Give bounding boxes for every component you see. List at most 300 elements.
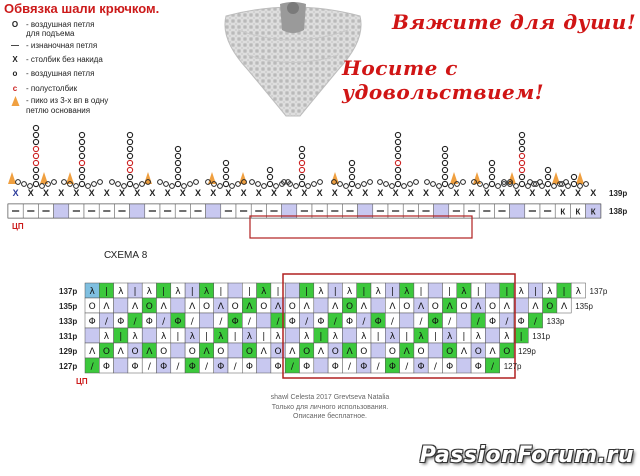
stitch-symbol: | [448,287,452,297]
stitch-symbol: Φ [288,317,296,327]
chain-mark [127,139,132,144]
legend-text: - воздушная петля [26,20,95,29]
stitch-symbol: | [133,287,137,297]
stitch-symbol: | [562,287,566,297]
stitch-symbol: / [233,362,237,372]
stitch-symbol: | [519,332,523,342]
chain-mark [33,146,38,151]
chain-mark [256,182,261,187]
row-label: 135р [575,302,593,311]
stitch-symbol: Λ [89,347,96,357]
chain-mark [528,180,533,185]
sc-mark: X [270,188,278,198]
chain-mark [223,160,228,165]
chain-mark [408,182,413,187]
chain-mark [127,146,132,151]
schema-cell [171,298,185,313]
stitch-symbol: λ [261,287,267,297]
stitch-symbol: O [260,302,268,312]
chain-mark [519,167,524,172]
sc-mark: X [194,188,202,198]
stitch-symbol: Φ [331,362,339,372]
sc-mark: X [134,188,141,198]
stitch-symbol: Φ [160,362,168,372]
stitch-symbol: O [417,347,425,357]
stitch-symbol: Φ [174,317,182,327]
chain-mark [299,181,304,186]
chain-mark [312,182,317,187]
credit-usage: Только для личного использования. [271,404,389,411]
legend-text: - пико из 3-х вп в одну [26,96,109,106]
chain-mark [33,181,38,186]
stitch-symbol: O [102,347,110,357]
chain-mark [489,181,494,186]
chain-mark [306,184,311,189]
legend-text: - воздушная петля [26,69,95,78]
chain-mark [33,160,38,165]
stitch-symbol: / [419,317,423,327]
sc-mark: X [362,188,369,198]
picot-mark [576,172,584,184]
chain-mark [299,160,304,165]
chain-mark [442,174,447,179]
row-label: 131р [59,332,78,341]
chain-mark [442,153,447,158]
chain-mark [461,180,466,185]
sc-mark: X [316,188,323,198]
stitch-symbol: λ [575,287,582,297]
chain-mark [194,180,199,185]
schema-cell [142,328,156,343]
stitch-symbol: Λ [489,347,496,357]
schema-cell [199,313,213,328]
sc-mark: X [149,188,156,198]
chain-mark [262,184,267,189]
chain-mark [267,181,272,186]
stitch-symbol: / [247,317,251,327]
stitch-symbol: Φ [231,317,239,327]
stitch-symbol: Λ [360,302,367,312]
stitch-symbol: λ [475,332,481,342]
legend-text: петлю основания [26,106,91,115]
stitch-symbol: / [305,317,309,327]
schema-cell [228,343,242,358]
chain-mark [519,174,524,179]
stitch-symbol: O [388,347,396,357]
chain-mark [368,180,373,185]
stitch-symbol: Φ [188,362,196,372]
stitch-symbol: λ [203,287,210,297]
legend-text: - изнаночная петля [26,41,98,50]
picot-mark [8,172,16,184]
stitch-symbol: / [533,317,537,327]
stitch-symbol: | [419,287,423,297]
chain-mark [294,184,299,189]
stitch-symbol: / [491,362,495,372]
chain-mark [158,180,163,185]
chain-mark [33,167,38,172]
stitch-symbol: Φ [317,317,325,327]
stitch-symbol: λ [118,287,124,297]
stitch-symbol: Λ [260,347,267,357]
chain-mark [378,180,383,185]
chain-mark [223,174,228,179]
stitch-symbol: λ [404,287,410,297]
stitch-symbol: λ [332,332,338,342]
legend-item-purl [4,41,97,50]
chain-mark [267,167,272,172]
sc-mark: X [331,188,338,198]
chain-mark [395,167,400,172]
stitch-symbol: Λ [203,347,210,357]
stitch-symbol: Φ [489,317,497,327]
chain-mark [170,184,175,189]
sc-mark: X [498,188,506,198]
stitch-symbol: O [188,347,196,357]
schema-cell [371,298,385,313]
chain-mark [425,180,430,185]
stitch-symbol: O [346,302,354,312]
sc-mark: X [346,188,354,198]
edging-stitches [8,125,596,198]
stitch-symbol: | [104,287,108,297]
chain-mark [519,146,524,151]
stitch-symbol: | [333,287,337,297]
row-label: 127р [503,362,522,371]
stitch-symbol: O [160,347,168,357]
stitch-symbol: | [205,332,209,342]
chain-mark [140,182,145,187]
stitch-symbol: O [460,302,468,312]
chain-mark [566,184,571,189]
stitch-symbol: / [290,362,294,372]
stitch-symbol: Λ [532,302,539,312]
stitch-symbol: / [205,362,209,372]
stitch-symbol: Φ [88,317,96,327]
stitch-symbol: | [190,287,194,297]
chain-mark [545,167,550,172]
stitch-symbol: λ [89,287,95,297]
sc-mark: X [483,188,490,198]
row-label: 129р [59,347,78,356]
base-cell [54,204,69,218]
stitch-symbol: | [176,332,180,342]
stitch-symbol: Λ [475,302,482,312]
stitch-symbol: O [331,347,339,357]
hdc-symbol: c [12,84,18,93]
stitch-symbol: O [403,302,411,312]
chain-mark [545,181,550,186]
stitch-symbol: Λ [317,347,325,357]
chain-mark [127,160,132,165]
stitch-symbol: Λ [389,302,396,312]
chain-mark [519,153,524,158]
schema-cell [285,283,299,298]
stitch-symbol: O [88,302,96,312]
base-cell [130,204,145,218]
chain-mark [349,181,354,186]
stitch-symbol: Λ [274,302,282,312]
row-label-139: 139р [609,189,628,198]
stitch-symbol: λ [418,332,424,342]
schema-cell [428,343,442,358]
schema-cell [285,328,299,343]
chain-mark [110,180,115,185]
sc-mark: X [12,188,19,198]
stitch-symbol: O [303,347,311,357]
stitch-symbol: | [462,332,466,342]
chain-mark [223,167,228,172]
stitch-symbol: | [505,287,509,297]
chain-mark [98,180,103,185]
row-label: 137р [589,287,608,296]
legend-text: - столбик без накида [26,55,103,64]
chain-mark [489,160,494,165]
stitch-symbol: λ [218,332,224,342]
legend-item-picot [4,96,108,115]
schema-cell [257,313,271,328]
stitch-symbol: λ [461,287,467,297]
chain-mark [442,160,447,165]
stitch-symbol: O [217,347,225,357]
stitch-symbol: λ [146,287,153,297]
chain-mark [22,182,27,187]
sc-mark: X [27,188,34,198]
chain-mark [62,180,67,185]
row-label: 135р [59,302,78,311]
stitch-symbol: Λ [403,347,410,357]
row-label: 133р [546,317,565,326]
stitch-symbol: Φ [145,317,153,327]
chain-mark [92,182,97,187]
chain-mark [33,174,38,179]
center-stitch-label: ЦП [76,377,88,386]
chart-title: Обвязка шали крючком. [4,1,160,16]
chain-mark [33,153,38,158]
stitch-symbol: Λ [246,302,253,312]
stitch-symbol: Λ [417,302,425,312]
chain-mark [449,184,454,189]
sc-mark: X [377,188,384,198]
stitch-symbol: Φ [431,317,439,327]
chain-mark [79,167,84,172]
legend-item-sc [4,55,103,64]
sc-mark: X [544,188,551,198]
sc-mark: X [88,188,95,198]
stitch-symbol: O [203,302,211,312]
chain-mark [267,174,272,179]
chain-mark [519,132,524,137]
stitch-symbol: / [476,317,480,327]
stitch-symbol: λ [346,287,353,297]
schema-cell [400,313,414,328]
chain-lift-symbol: O [11,20,19,29]
stitch-symbol: Λ [117,347,124,357]
sc-mark: X [392,188,399,198]
chain-symbol: o [12,69,18,78]
credit-author: shawl Celesta 2017 Grevtseva Natalia [270,394,390,401]
legend-text: - полустолбик [26,84,78,93]
sc-mark: X [164,188,171,198]
stitch-symbol: Φ [374,317,382,327]
chain-mark [431,182,436,187]
stitch-symbol: / [90,362,94,372]
chain-mark [33,139,38,144]
stitch-symbol: O [145,302,153,312]
stitch-symbol: λ [189,332,195,342]
schema-cell [85,328,99,343]
sc-mark: X [468,188,475,198]
chain-mark [489,167,494,172]
stitch-symbol: / [276,317,280,327]
sc-mark: X [574,188,582,198]
legend-item-chain-lift [4,20,94,38]
chain-mark [188,182,193,187]
stitch-symbol: λ [518,287,524,297]
stitch-symbol: | [533,287,537,297]
chain-mark [442,167,447,172]
stitch-symbol: Φ [388,362,396,372]
stitch-symbol: λ [160,332,167,342]
stitch-symbol: O [546,302,554,312]
chain-mark [384,182,389,187]
stitch-symbol: λ [132,332,138,342]
stitch-symbol: λ [547,287,553,297]
chain-mark [442,181,447,186]
stitch-symbol: / [104,317,108,327]
schema-cell [457,358,471,373]
schema-cell [371,343,385,358]
picot-symbol [4,96,26,106]
stitch-symbol: λ [389,332,396,342]
chain-mark [127,181,132,186]
stitch-symbol: Φ [303,362,311,372]
stitch-symbol: λ [318,287,324,297]
stitch-symbol: O [360,347,368,357]
stitch-symbol: | [162,287,166,297]
chain-mark [127,174,132,179]
schema-cell [485,283,499,298]
chain-mark [552,184,557,189]
sc-mark: X [559,188,566,198]
chain-mark [218,184,223,189]
legend-item-chain [4,69,94,78]
stitch-symbol: O [431,302,439,312]
chain-mark [299,174,304,179]
row-label: 137р [59,287,78,296]
chain-mark [519,181,524,186]
stitch-symbol: Λ [446,302,453,312]
stitch-symbol: λ [446,332,453,342]
schema-cell [514,298,528,313]
stitch-symbol: | [219,287,223,297]
border-edging-chart [0,122,640,240]
sc-mark: X [103,188,110,198]
chain-mark [584,182,589,187]
schema-title: СХЕМА 8 [104,250,148,261]
purl-symbol: — [11,41,19,50]
k-mark: К [560,207,566,217]
stitch-symbol: Φ [245,362,253,372]
site-watermark: PassionForum.ru [419,443,634,468]
chain-mark [79,181,84,186]
stitch-symbol: Φ [117,317,125,327]
stitch-symbol: / [348,362,352,372]
chain-mark [116,182,121,187]
sc-mark: X [453,188,460,198]
base-cell [206,204,221,218]
stitch-symbol: / [162,317,166,327]
stitch-symbol: Φ [274,362,282,372]
stitch-symbol: | [405,332,409,342]
chain-mark [395,132,400,137]
stitch-symbol: Λ [131,302,139,312]
sc-mark: X [118,188,126,198]
sc-mark: X [255,188,262,198]
schema-cell [114,298,128,313]
stitch-symbol: Φ [417,362,425,372]
chain-mark [362,182,367,187]
stitch-symbol: Φ [446,362,454,372]
chain-mark [164,182,169,187]
chain-mark [175,146,180,151]
chain-mark [299,167,304,172]
stitch-symbol: / [333,317,337,327]
stitch-symbol: / [376,362,380,372]
chain-mark [33,132,38,137]
stitch-symbol: / [433,362,437,372]
chain-mark [519,160,524,165]
chain-mark [349,160,354,165]
stitch-symbol: | [247,287,251,297]
stitch-symbol: λ [361,332,367,342]
stitch-symbol: λ [375,287,381,297]
stitch-symbol: Φ [360,362,368,372]
chain-mark [349,167,354,172]
chain-mark [395,174,400,179]
chain-mark [175,160,180,165]
sc-mark: X [179,188,186,198]
stitch-symbol: / [219,317,223,327]
stitch-symbol: λ [246,332,253,342]
stitch-symbol: λ [103,332,110,342]
sc-mark: X [58,188,65,198]
center-stitch-label: ЦП [12,222,24,231]
chain-mark [127,153,132,158]
chain-mark [175,181,180,186]
stitch-symbol: / [133,317,137,327]
stitch-symbol: Λ [303,302,310,312]
stitch-symbol: | [362,287,366,297]
stitch-symbol: Φ [517,317,525,327]
picot-mark [450,172,458,184]
picot-mark [473,172,481,184]
sc-mark: X [407,188,414,198]
stitch-symbol: | [233,332,237,342]
k-mark: К [590,207,596,217]
schema-cell [485,328,499,343]
stitch-symbol: Φ [346,317,354,327]
chain-mark [79,160,84,165]
stitch-symbol: Λ [560,302,568,312]
sc-mark: X [286,188,293,198]
row-label: 127р [59,362,78,371]
stitch-symbol: Λ [189,302,196,312]
stitch-symbol: Λ [346,347,353,357]
chain-mark [395,160,400,165]
sc-mark: X [529,188,536,198]
stitch-symbol: / [190,317,194,327]
